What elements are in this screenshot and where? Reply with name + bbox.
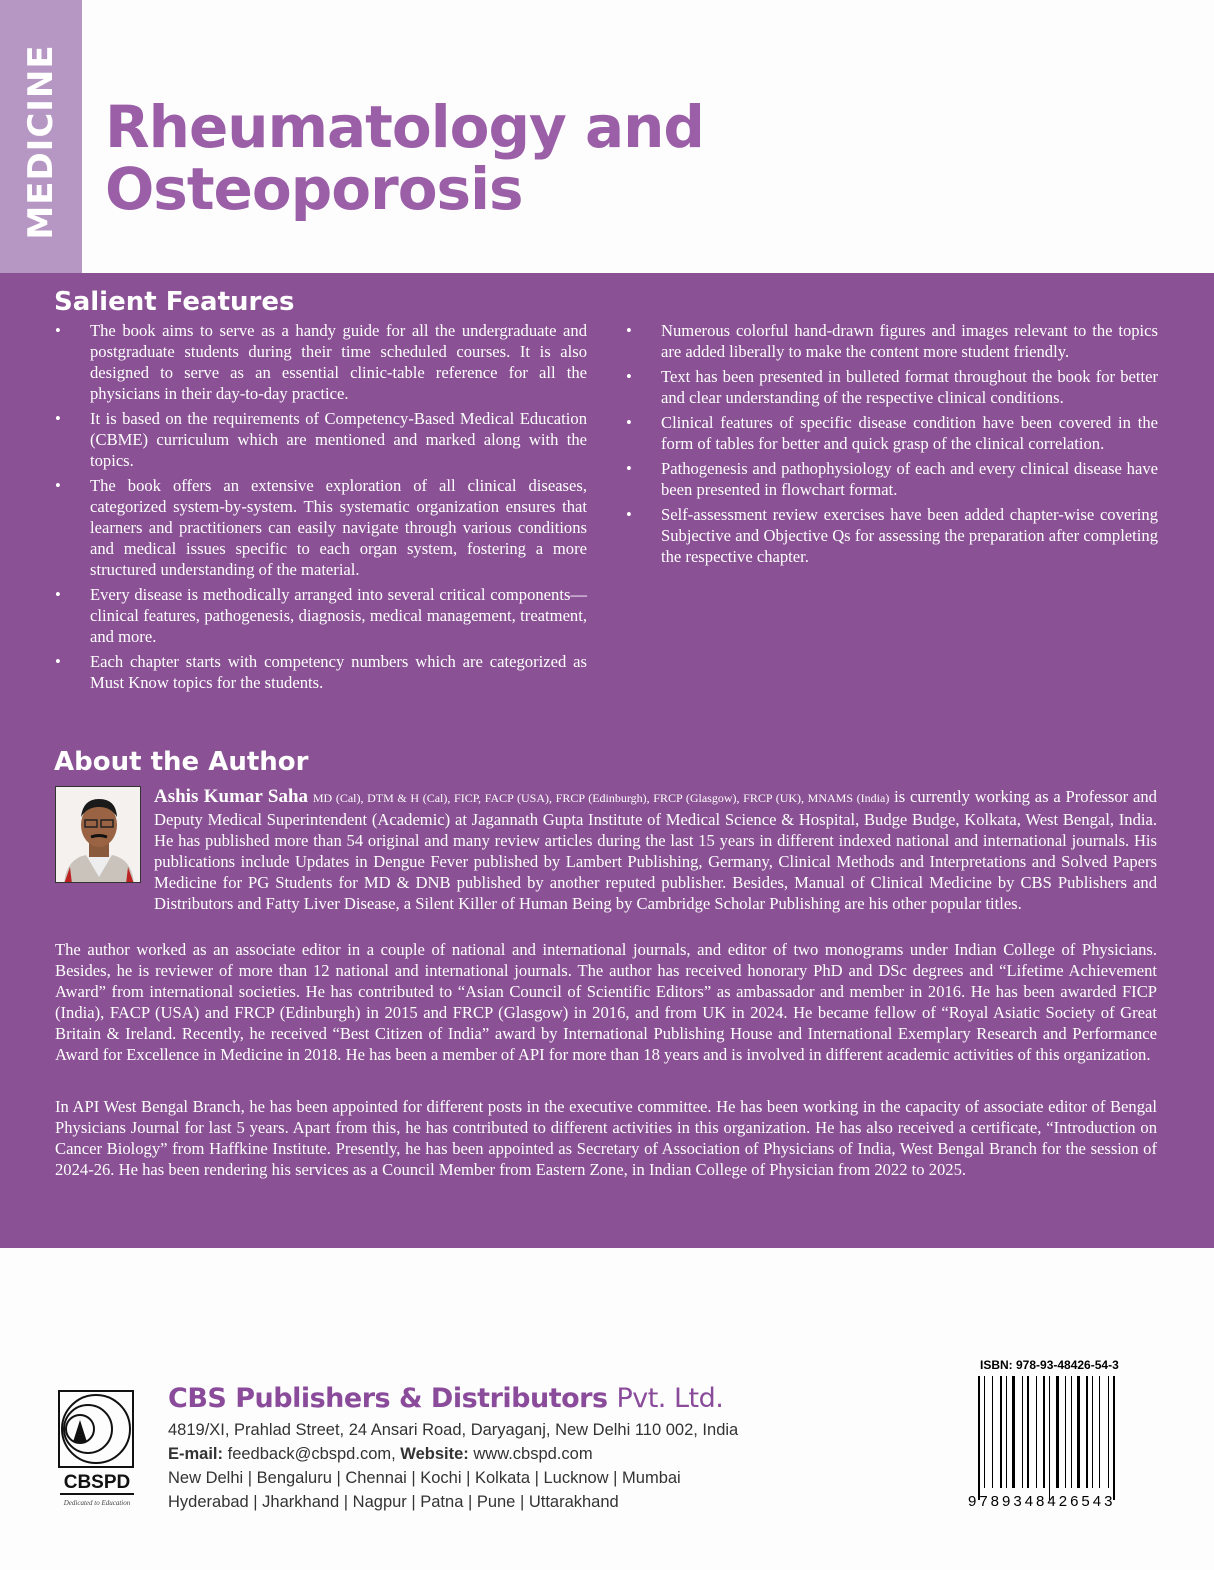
- website-label: Website:: [400, 1445, 469, 1463]
- barcode-bar: [1082, 1376, 1083, 1488]
- book-title: [105, 93, 704, 223]
- feature-item: • Pathogenesis and pathophysiology of each and every clinical disease have been presented in flowchart format.: [626, 458, 1158, 500]
- feature-item: • The book aims to serve as a handy guide for all the undergraduate and postgraduate students during their time scheduled courses. It is also designed to serve as an essential clinic-table reference for all the physicians in their day-to-day practice.: [55, 320, 587, 404]
- svg-text:Dedicated to Education: Dedicated to Education: [63, 1499, 131, 1507]
- barcode-bar: [1049, 1376, 1050, 1500]
- about-author-heading: About the Author: [54, 747, 309, 777]
- barcode-bar: [1110, 1376, 1111, 1488]
- barcode-bar: [1036, 1376, 1037, 1488]
- barcode-bar: [1108, 1376, 1109, 1488]
- category-stripe: [0, 0, 82, 273]
- title-line-2: Osteoporosis: [105, 155, 523, 223]
- barcode-bar: [1065, 1376, 1066, 1488]
- barcode-bar: [1012, 1376, 1015, 1488]
- barcode-bar: [1056, 1376, 1059, 1488]
- feature-item: • It is based on the requirements of Competency-Based Medical Education (CBME) curriculum which are mentioned and marked along with the topics.: [55, 408, 587, 471]
- barcode-bar: [1077, 1376, 1080, 1488]
- barcode-bar: [1092, 1376, 1093, 1488]
- content-panel: [0, 273, 1214, 1248]
- feature-item: • Each chapter starts with competency numbers which are categorized as Must Know topics for the students.: [55, 651, 587, 693]
- title-line-1: Rheumatology and: [105, 93, 704, 161]
- feature-item: • Every disease is methodically arranged into several critical components—clinical features, pathogenesis, diagnosis, medical management, treatment, and more.: [55, 584, 587, 647]
- feature-item: • Clinical features of specific disease condition have been covered in the form of tables for better and quick grasp of the clinical correlation.: [626, 412, 1158, 454]
- barcode-bar: [1053, 1376, 1055, 1488]
- barcode-bar: [1043, 1376, 1045, 1488]
- author-bio-paragraph-2: The author worked as an associate editor in a couple of national and international journals, and editor of two monograms under Indian College of Physicians. Besides, he is reviewer of more than 12 national and international journals. The author has received honorary PhD and DSc degrees and “Lifetime Achievement Award” from international societies. He has contributed to “Asian Council of Scientific Editors” as ambassador and member in 2016. He has been awarded FICP (India), FACP (USA) and FRCP (Edinburgh) in 2015 and FRCP (Glasgow) in 2016, and from UK in 2024. He became fellow of “Royal Asiatic Society of Great Britain & Ireland. Recently, he received “Best Citizen of India” award by International Publishing House and International Exemplary Research and Performance Award for Excellence in Medicine in 2018. He has been a member of API for more than 18 years and is involved in different academic activities of this organization.: [55, 940, 1157, 1064]
- barcode-bar: [1089, 1376, 1090, 1488]
- author-bio-intro: [154, 786, 1157, 914]
- barcode-bar: [988, 1376, 991, 1488]
- feature-item: • Text has been presented in bulleted format throughout the book for better and clear understanding of the respective clinical conditions.: [626, 366, 1158, 408]
- email-link[interactable]: feedback@cbspd.com,: [227, 1445, 396, 1463]
- barcode-bar: [1000, 1376, 1002, 1488]
- features-list-right: [626, 320, 1158, 571]
- publisher-name: [168, 1383, 738, 1414]
- barcode-bar: [1102, 1376, 1105, 1488]
- barcode-bar: [1118, 1376, 1120, 1500]
- publisher-cities-1: New Delhi | Bengaluru | Chennai | Kochi | Kolkata | Lucknow | Mumbai: [168, 1469, 681, 1487]
- features-list-left: [55, 320, 587, 697]
- barcode-bar: [1027, 1376, 1029, 1488]
- barcode-bar: [1006, 1376, 1007, 1488]
- barcode-bar: [1067, 1376, 1069, 1488]
- publisher-suffix: Pvt. Ltd.: [616, 1383, 724, 1414]
- publisher-name-text: CBS Publishers & Distributors: [168, 1383, 608, 1414]
- barcode-bar: [995, 1376, 997, 1488]
- barcode-bar: [1017, 1376, 1019, 1488]
- publisher-contact: [168, 1442, 738, 1466]
- publisher-info: [168, 1383, 738, 1514]
- website-link[interactable]: www.cbspd.com: [473, 1445, 593, 1463]
- feature-item: • Numerous colorful hand-drawn figures and images relevant to the topics are added liberally to make the content more student friendly.: [626, 320, 1158, 362]
- barcode-bar: [978, 1376, 980, 1500]
- barcode-bar: [1061, 1376, 1062, 1488]
- barcode-bar: [1022, 1376, 1023, 1488]
- barcode-bar: [1010, 1376, 1011, 1488]
- publisher-address: 4819/XI, Prahlad Street, 24 Ansari Road, Daryaganj, New Delhi 110 002, India: [168, 1421, 739, 1439]
- author-bio-text: is currently working as a Professor and Deputy Medical Superintendent (Academic) at Jagannath Gupta Institute of Medical Science & Hospital, Budge Budge, Kolkata, West Bengal, India. He has published more than 54 original and many review articles during the last 15 years in different indexed national and international journals. His publications include Updates in Dengue Fever published by Lambert Publishing, Germany, Clinical Methods and Interpretations and Solved Papers Medicine for PG Students for MD & DNB published by another reputed publisher. Besides, Manual of Clinical Medicine by CBS Publishers and Distributors and Fatty Liver Disease, a Silent Killer of Human Being by Cambridge Scholar Publishing are his other popular titles.: [154, 787, 1157, 913]
- email-label: E-mail:: [168, 1445, 224, 1463]
- barcode-bar: [1113, 1376, 1115, 1500]
- barcode-bar: [1099, 1376, 1100, 1488]
- feature-item: • The book offers an extensive exploration of all clinical diseases, categorized system-by-system. This systematic organization ensures that learners and practitioners can easily navigate through various conditions and medical issues specific to each organ system, fostering a more structured understanding of the material.: [55, 475, 587, 580]
- barcode-bar: [981, 1376, 982, 1500]
- barcode-bar: [1039, 1376, 1040, 1488]
- feature-item: • Self-assessment review exercises have been added chapter-wise covering Subjective and Objective Qs for assessing the preparation after completing the respective chapter.: [626, 504, 1158, 567]
- author-bio-paragraph-3: In API West Bengal Branch, he has been appointed for different posts in the executive committee. He has been working in the capacity of associate editor of Bengal Physicians Journal for last 5 years. Apart from this, he has contributed to different activities in this organization. He has also received a certificate, “Introduction on Cancer Biology” from Haffkine Institute. Presently, he has been appointed as Secretary of Association of Physicians of India, West Bengal Branch for the session of 2024-26. He has been rendering his services as a Council Member from Eastern Zone, in Indian College of Physician from 2022 to 2025.: [55, 1097, 1157, 1179]
- category-label: MEDICINE: [21, 44, 61, 240]
- author-photo: [55, 786, 141, 883]
- logo-text: CBSPD: [63, 1472, 131, 1493]
- barcode: [978, 1376, 1148, 1496]
- barcode-bar: [1003, 1376, 1004, 1488]
- barcode-bar: [984, 1376, 985, 1488]
- barcode-bar: [1096, 1376, 1098, 1488]
- barcode-bar: [1032, 1376, 1035, 1488]
- publisher-cities-2: Hyderabad | Jharkhand | Nagpur | Patna | Pune | Uttarakhand: [168, 1493, 619, 1511]
- salient-features-heading: Salient Features: [54, 287, 295, 317]
- barcode-bar: [1075, 1376, 1076, 1488]
- author-name: Ashis Kumar Saha: [154, 786, 309, 807]
- isbn-label: ISBN: 978-93-48426-54-3: [980, 1358, 1119, 1372]
- author-credentials: MD (Cal), DTM & H (Cal), FICP, FACP (USA), FRCP (Edinburgh), FRCP (Glasgow), FRCP (UK), MNAMS (India): [312, 791, 890, 805]
- barcode-digits: 9789348426543: [968, 1493, 1116, 1510]
- barcode-bar: [1071, 1376, 1072, 1488]
- barcode-bar: [1086, 1376, 1088, 1488]
- barcode-bar: [1024, 1376, 1025, 1488]
- barcode-bar: [992, 1376, 993, 1488]
- cbspd-logo: [58, 1390, 136, 1508]
- barcode-bar: [1046, 1376, 1047, 1500]
